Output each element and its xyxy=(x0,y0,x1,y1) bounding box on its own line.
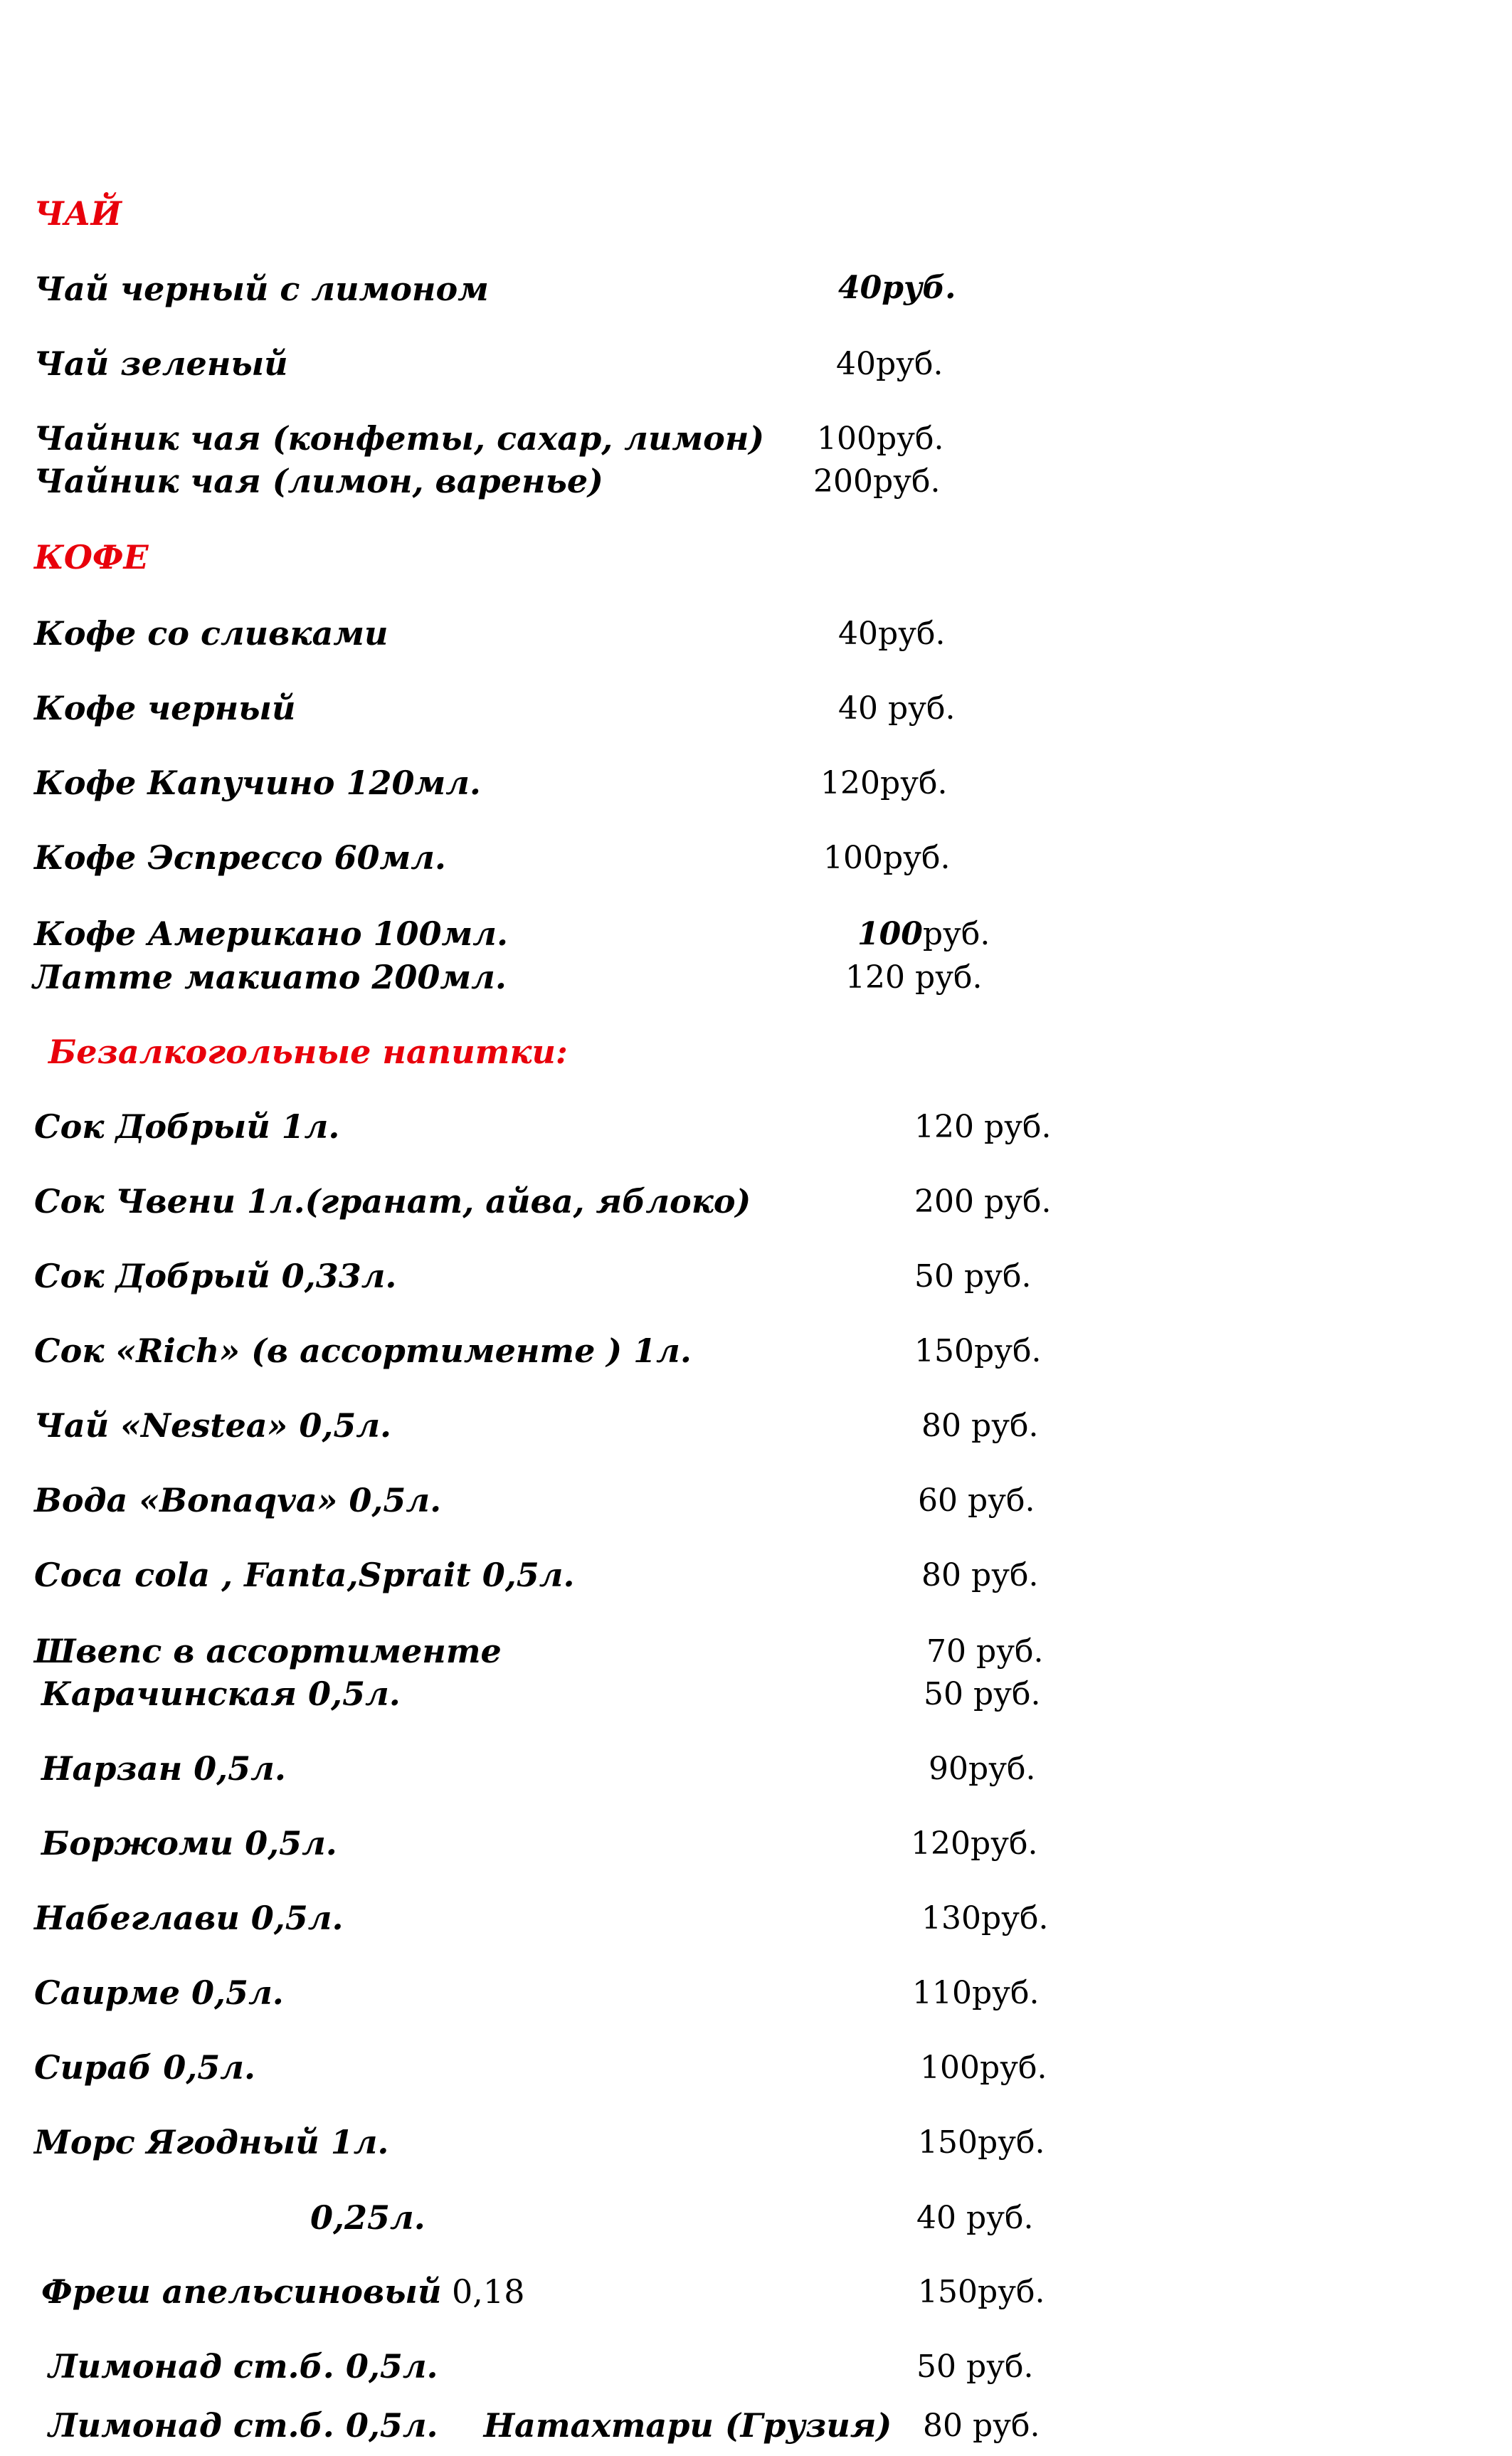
menu-item-name-main: Фреш апельсиновый xyxy=(41,2272,442,2311)
menu-item-price: 40руб. xyxy=(838,616,946,652)
menu-item-name: Саирме 0,5л. xyxy=(34,1973,284,2012)
menu-item-name: Швепс в ассортименте xyxy=(34,1632,502,1670)
menu-item-name: Набеглави 0,5л. xyxy=(34,1899,344,1937)
menu-item-name: Вода «Bonaqva» 0,5л. xyxy=(34,1481,442,1519)
menu-item-price: 120руб. xyxy=(820,765,948,801)
menu-item-price: 90руб. xyxy=(929,1751,1036,1787)
menu-item-price xyxy=(857,916,990,952)
menu-item-name: Чай зеленый xyxy=(34,344,288,383)
menu-item-name: Чайник чая (конфеты, сахар, лимон) xyxy=(34,419,765,458)
menu-item-price: 80 руб. xyxy=(923,2408,1040,2444)
menu-item-price: 80 руб. xyxy=(921,1557,1039,1593)
menu-item-name: Чай черный с лимоном xyxy=(34,270,489,308)
menu-item-name: Кофе черный xyxy=(34,689,296,727)
menu-item-name: Чай «Nestea» 0,5л. xyxy=(34,1406,392,1445)
menu-item-price: 50 руб. xyxy=(924,1676,1041,1712)
section-title-tea: ЧАЙ xyxy=(34,194,122,233)
menu-item-price-currency: руб. xyxy=(922,916,990,952)
menu-item-name: Сок «Rich» (в ассортименте ) 1л. xyxy=(34,1332,692,1370)
menu-item-price: 40руб. xyxy=(838,270,956,306)
menu-item-name: Кофе Эспрессо 60мл. xyxy=(34,838,446,877)
menu-item-name: Сираб 0,5л. xyxy=(34,2048,255,2087)
menu-item-price: 100руб. xyxy=(920,2050,1047,2086)
menu-item-name: Морс Ягодный 1л. xyxy=(34,2123,389,2161)
menu-item-price: 70 руб. xyxy=(926,1633,1044,1670)
menu-item-price-amount: 100 xyxy=(857,916,923,952)
menu-item-price: 120 руб. xyxy=(845,959,983,996)
menu-item-name: 0,25л. xyxy=(310,2198,425,2237)
menu-item-name: Кофе Капучино 120мл. xyxy=(34,764,481,802)
menu-item-price: 120 руб. xyxy=(914,1109,1052,1145)
menu-item-name: Coca cola , Fanta,Sprait 0,5л. xyxy=(34,1556,575,1594)
menu-item-price: 150руб. xyxy=(914,1333,1042,1369)
menu-item-name: Сок Добрый 0,33л. xyxy=(34,1257,397,1295)
menu-item-name: Латте макиато 200мл. xyxy=(33,958,507,996)
menu-item-price: 40 руб. xyxy=(916,2200,1034,2236)
menu-item-name: Чайник чая (лимон, варенье) xyxy=(34,462,603,500)
menu-item-price: 130руб. xyxy=(921,1900,1049,1936)
menu-item-name: Лимонад ст.б. 0,5л. xyxy=(48,2347,438,2386)
menu-item-name: Сок Добрый 1л. xyxy=(34,1107,340,1146)
menu-item-price: 150руб. xyxy=(918,2124,1045,2161)
menu-item-price: 40руб. xyxy=(836,346,943,382)
menu-item-name: Карачинская 0,5л. xyxy=(41,1675,401,1713)
menu-item-name: Нарзан 0,5л. xyxy=(41,1749,286,1788)
menu-item-price: 110руб. xyxy=(912,1975,1040,2011)
menu-item-name: Кофе со сливками xyxy=(34,614,388,653)
menu-item-price: 60 руб. xyxy=(918,1482,1035,1519)
menu-item-name: Лимонад ст.б. 0,5л. Натахтари (Грузия) xyxy=(48,2406,892,2445)
menu-item-name: Боржоми 0,5л. xyxy=(41,1824,337,1862)
section-title-coffee: КОФЕ xyxy=(34,538,149,576)
menu-item-price: 100руб. xyxy=(823,840,951,876)
menu-item-price: 50 руб. xyxy=(916,2349,1034,2385)
menu-item-name-volume: 0,18 xyxy=(441,2272,525,2311)
menu-item-name: Кофе Американо 100мл. xyxy=(34,915,508,953)
section-title-soft-drinks: Безалкогольные напитки: xyxy=(48,1033,568,1071)
menu-item-price: 120руб. xyxy=(911,1825,1038,1862)
menu-item-name: Сок Чвени 1л.(гранат, айва, яблоко) xyxy=(34,1182,751,1221)
menu-item-price: 80 руб. xyxy=(921,1408,1039,1444)
menu-item-price: 200 руб. xyxy=(914,1184,1052,1220)
menu-item-price: 150руб. xyxy=(918,2274,1045,2310)
menu-item-price: 40 руб. xyxy=(838,690,956,727)
menu-item-name xyxy=(41,2272,525,2311)
menu-item-price: 100руб. xyxy=(817,421,944,457)
menu-item-price: 200руб. xyxy=(813,463,941,500)
menu-item-price: 50 руб. xyxy=(914,1258,1032,1295)
